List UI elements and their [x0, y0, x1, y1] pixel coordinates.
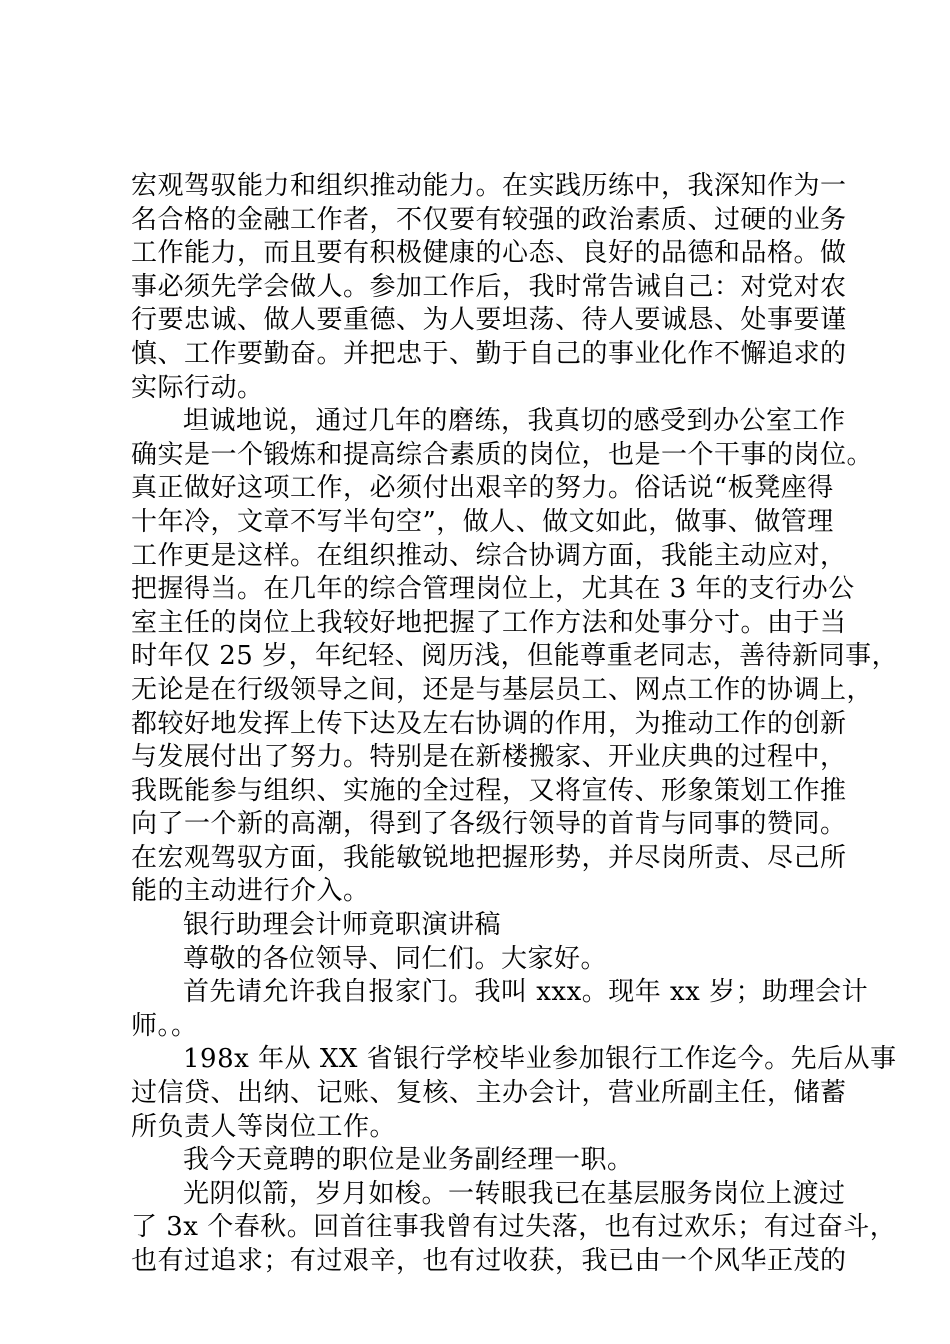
text-line: 坦诚地说，通过几年的磨练，我真切的感受到办公室工作: [183, 406, 846, 437]
text-line: 198x 年从 XX 省银行学校毕业参加银行工作迄今。先后从事: [183, 1044, 897, 1075]
text-line: 我今天竟聘的职位是业务副经理一职。: [183, 1145, 634, 1176]
text-line: 工作更是这样。在组织推动、综合协调方面，我能主动应对，: [131, 540, 847, 571]
text-line: 十年冷，文章不写半句空”，做人、做文如此，做事、做管理: [131, 506, 834, 537]
text-line: 无论是在行级领导之间，还是与基层员工、网点工作的协调上，: [131, 674, 874, 705]
text-line: 师。。: [131, 1010, 198, 1041]
text-line: 我既能参与组织、实施的全过程，又将宣传、形象策划工作推: [131, 775, 847, 806]
text-line: 实际行动。: [131, 372, 264, 403]
text-line: 名合格的金融工作者，不仅要有较强的政治素质、过硬的业务: [131, 204, 847, 235]
text-line: 都较好地发挥上传下达及左右协调的作用，为推动工作的创新: [131, 708, 847, 739]
text-line: 确实是一个锻炼和提高综合素质的岗位，也是一个干事的岗位。: [131, 439, 874, 470]
text-line: 所负责人等岗位工作。: [131, 1111, 397, 1142]
text-line: 银行助理会计师竟职演讲稿: [183, 910, 502, 941]
text-line: 事必须先学会做人。参加工作后，我时常告诫自己：对党对农: [131, 271, 847, 302]
text-line: 把握得当。在几年的综合管理岗位上，尤其在 3 年的支行办公: [131, 574, 855, 605]
text-line: 过信贷、出纳、记账、复核、主办会计，营业所副主任，储蓄: [131, 1078, 847, 1109]
text-line: 室主任的岗位上我较好地把握了工作方法和处事分寸。由于当: [131, 607, 847, 638]
text-line: 行要忠诚、做人要重德、为人要坦荡、待人要诚恳、处事要谨: [131, 305, 847, 336]
text-line: 向了一个新的高潮，得到了各级行领导的首肯与同事的赞同。: [131, 809, 847, 840]
text-line: 也有过追求；有过艰辛，也有过收获，我已由一个风华正茂的: [131, 1246, 847, 1276]
text-line: 尊敬的各位领导、同仁们。大家好。: [183, 943, 608, 974]
text-line: 时年仅 25 岁，年纪轻、阅历浅，但能尊重老同志，善待新同事，: [131, 641, 899, 672]
text-line: 真正做好这项工作，必须付出艰辛的努力。俗话说“板凳座得: [131, 473, 834, 504]
text-line: 光阴似箭，岁月如梭。一转眼我已在基层服务岗位上渡过: [183, 1178, 846, 1209]
text-line: 与发展付出了努力。特别是在新楼搬家、开业庆典的过程中，: [131, 742, 847, 773]
text-line: 慎、工作要勤奋。并把忠于、勤于自己的事业化作不懈追求的: [131, 338, 847, 369]
text-line: 能的主动进行介入。: [131, 876, 370, 907]
text-line: 工作能力，而且要有积极健康的心态、良好的品德和品格。做: [131, 238, 847, 269]
text-line: 首先请允许我自报家门。我叫 xxx。现年 xx 岁；助理会计: [183, 977, 869, 1008]
text-line: 宏观驾驭能力和组织推动能力。在实践历练中，我深知作为一: [131, 171, 847, 201]
body-text: [131, 170, 899, 1279]
text-line: 在宏观驾驭方面，我能敏锐地把握形势，并尽岗所责、尽己所: [131, 842, 847, 873]
text-line: 了 3x 个春秋。回首往事我曾有过失落，也有过欢乐；有过奋斗，: [131, 1212, 897, 1243]
